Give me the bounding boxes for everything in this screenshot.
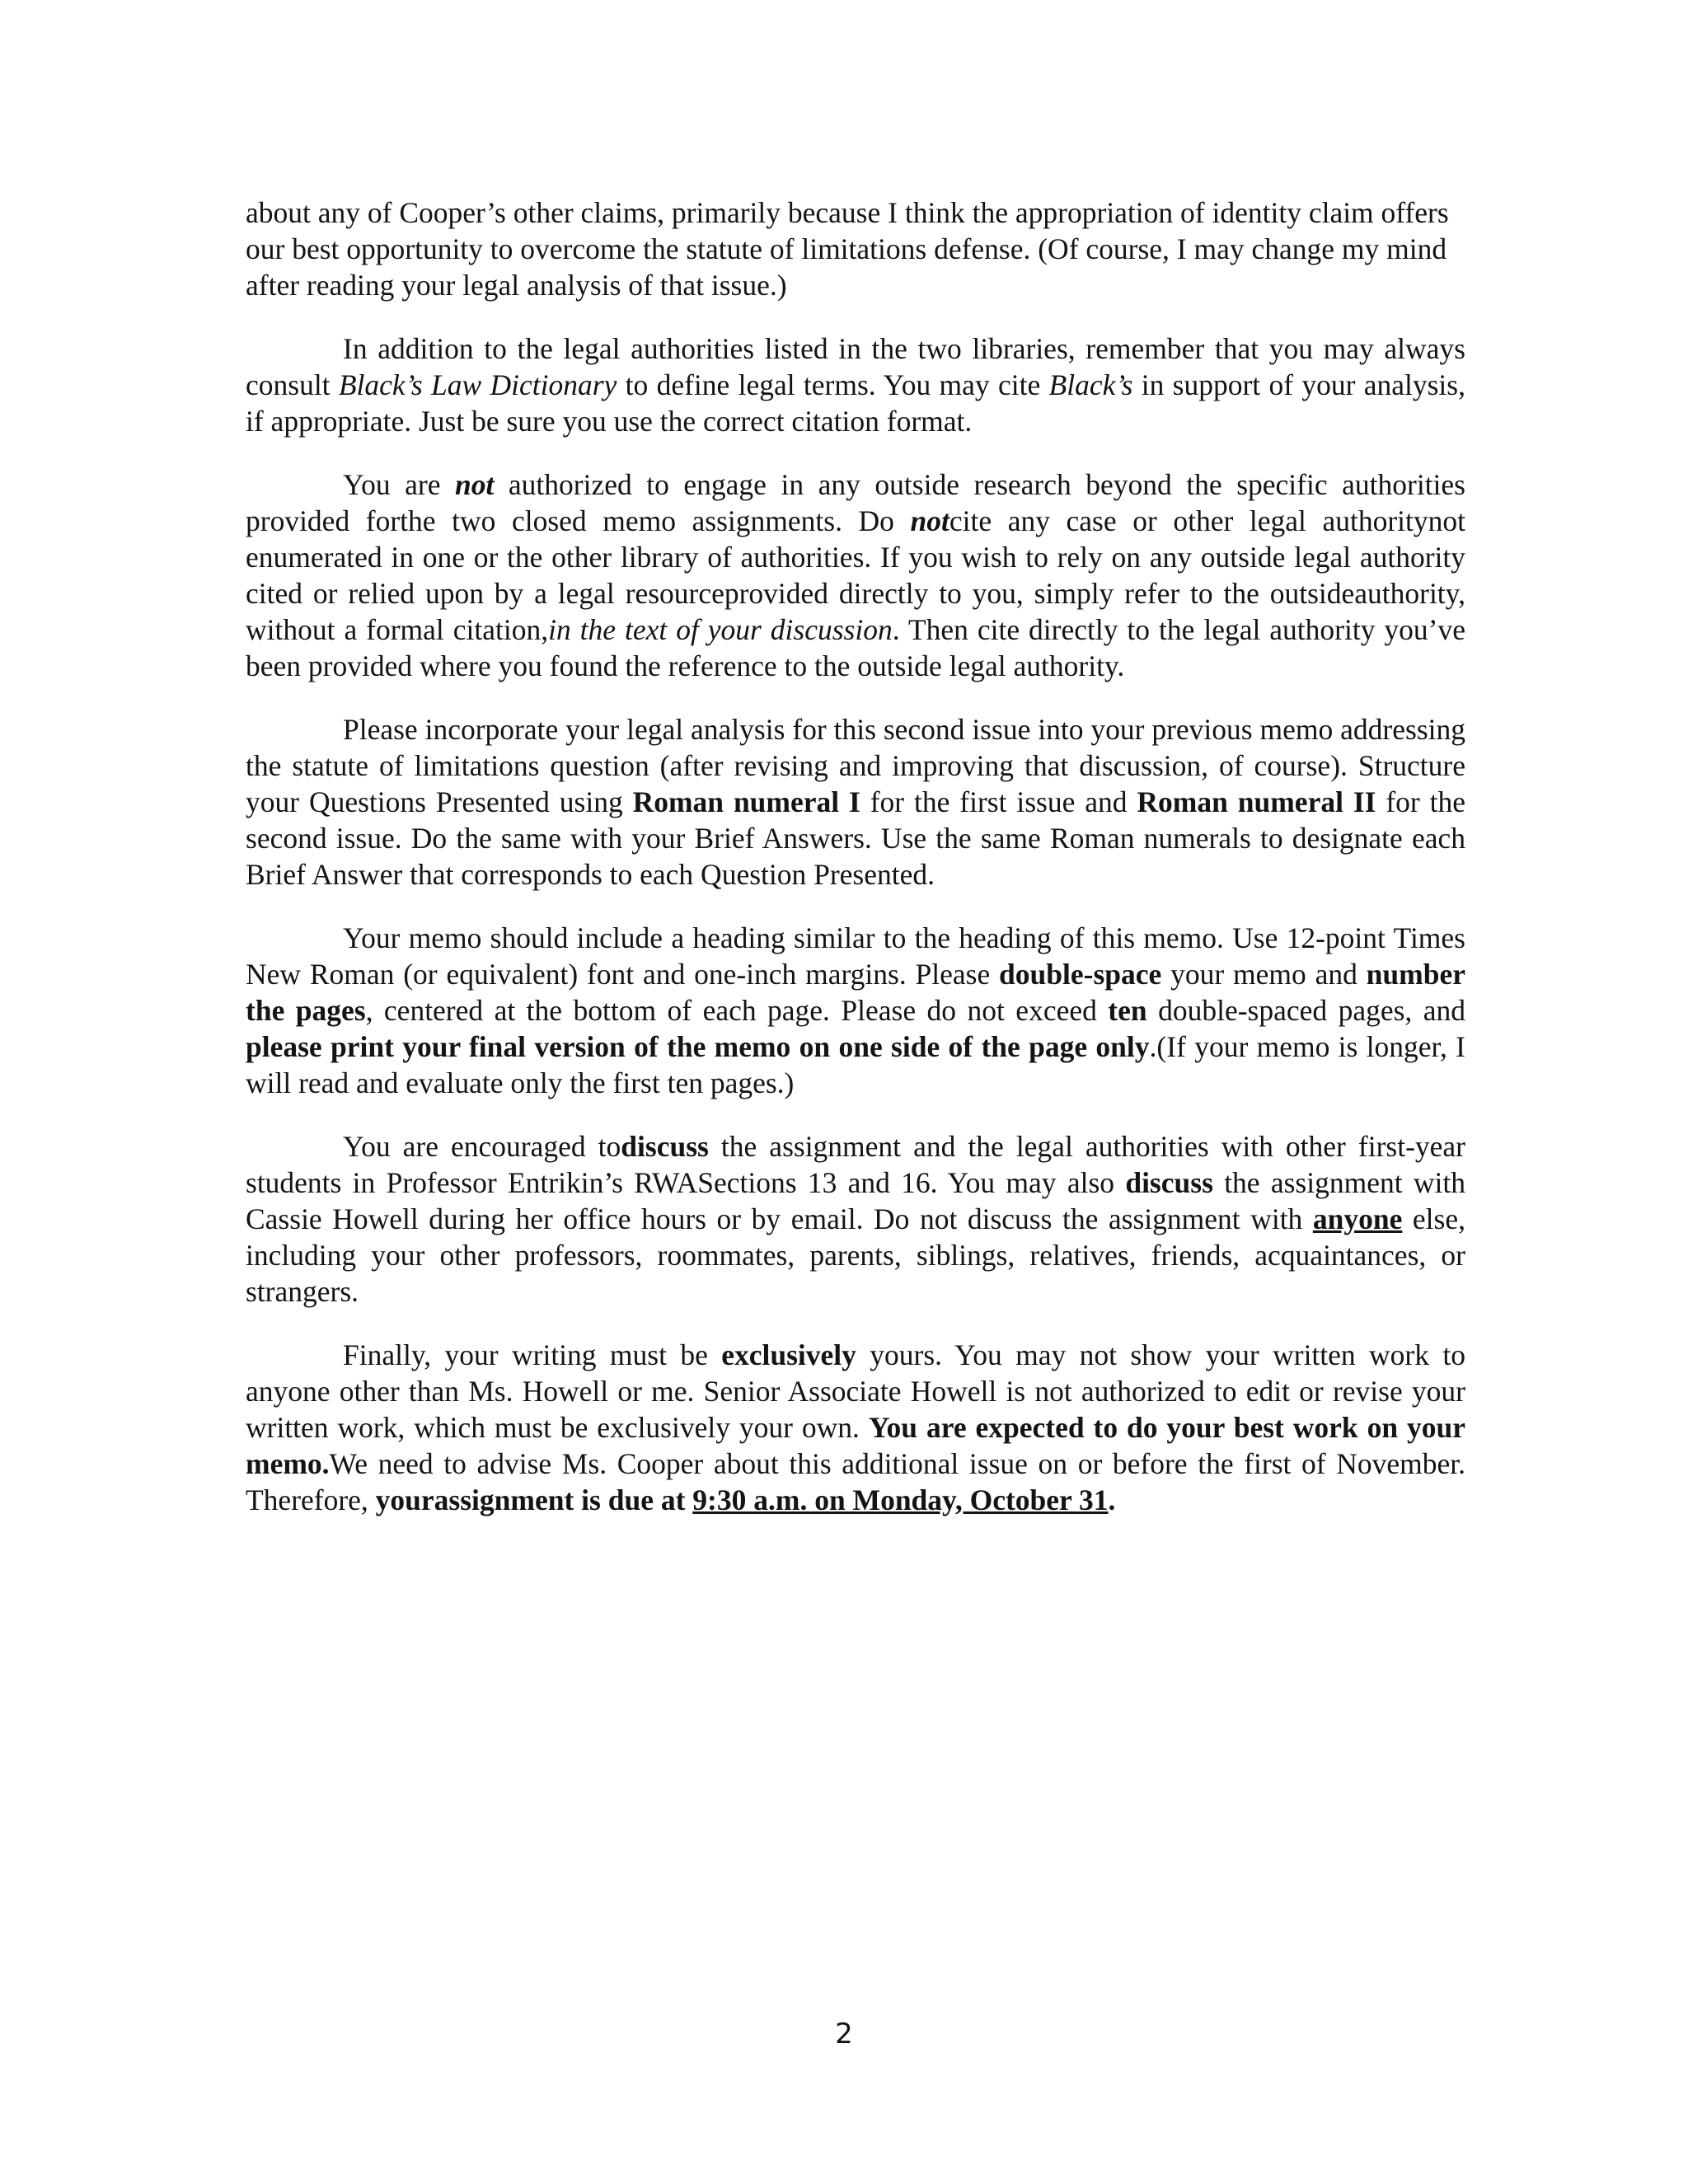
text-run: in support of your analysis, if appropriate. Just be sure you use the correct citation format. (246, 368, 1465, 438)
text-run: .(If your memo is longer, I will read and evaluate only the first ten pages.) (246, 1030, 1465, 1099)
text-run: for the first issue and (860, 785, 1137, 818)
text-run: not (455, 468, 495, 501)
text-run: Black’s (1048, 368, 1133, 401)
text-run: yourassignment is due at (375, 1483, 693, 1516)
text-run: Roman numeral I (632, 785, 860, 818)
text-run: yours. You may not show your written work to anyone other than Ms. Howell or me. Senior Associate Howell is not authorized to edit or revise your written work, which must be exclusively your own. (246, 1338, 1465, 1444)
paragraph-p5 (246, 920, 1465, 1101)
paragraph-p3 (246, 466, 1465, 684)
text-run: to define legal terms. You may cite (617, 368, 1049, 401)
text-run: . Then cite directly to the legal authority you’ve been provided where you found the reference to the outside legal authority. (246, 613, 1466, 682)
text-run: 9:30 a.m. on Monday, October 31 (692, 1483, 1109, 1516)
text-run: double-space (999, 958, 1162, 991)
text-run: anyone (1312, 1202, 1403, 1235)
text-run: . (1108, 1483, 1116, 1516)
text-run: We need to advise Ms. Cooper about this additional issue on or before the first of November. Therefore, (246, 1447, 1465, 1516)
page-number: 2 (835, 2018, 853, 2050)
paragraph-p6 (246, 1128, 1465, 1310)
text-run: double-spaced pages, and (1146, 994, 1465, 1027)
text-run: cite any case or other legal authoritynot enumerated in one or the other library of authorities. If you wish to rely on any outside legal authority cited or relied upon by a legal resourceprovided directly to you, simply refer to the outsideauthority, without a formal citation, (246, 504, 1465, 646)
paragraph-p7 (246, 1337, 1465, 1518)
text-run: You are expected to do your best work on your memo. (246, 1411, 1466, 1480)
text-run: not (910, 504, 950, 537)
text-run: discuss (1125, 1166, 1213, 1199)
paragraph-p2 (246, 330, 1465, 439)
text-run: in the text of your discussion (548, 613, 893, 646)
text-run: number the pages (246, 958, 1465, 1027)
document-body (246, 194, 1465, 1545)
text-run: In addition to the legal authorities listed in the two libraries, remember that you may always consult (246, 332, 1465, 401)
text-run: exclusively (721, 1338, 856, 1371)
text-run: about any of Cooper’s other claims, primarily because I think the appropriation of identity claim offers our best opportunity to overcome the statute of limitations defense. (Of course, I may change my mind after reading your legal analysis of that issue.) (246, 196, 1449, 302)
text-run: Roman numeral II (1137, 785, 1376, 818)
text-run: discuss (621, 1130, 709, 1163)
paragraph-p4 (246, 711, 1465, 893)
text-run: ten (1108, 994, 1147, 1027)
text-run: the assignment and the legal authorities with other first-year students in Professor Entrikin’s RWASections 13 and 16. You may also (246, 1130, 1465, 1199)
text-run: else, including your other professors, roommates, parents, siblings, relatives, friends, acquaintances, or strangers. (246, 1202, 1465, 1308)
text-run: for the second issue. Do the same with your Brief Answers. Use the same Roman numerals to designate each Brief Answer that corresponds to each Question Presented. (246, 785, 1466, 891)
text-run: Please incorporate your legal analysis for this second issue into your previous memo addressing the statute of limitations question (after revising and improving that discussion, of course). Structure your Questions Presented using (246, 713, 1465, 818)
text-run: You are (343, 468, 455, 501)
text-run: , centered at the bottom of each page. Please do not exceed (365, 994, 1109, 1027)
text-run: the assignment with Cassie Howell during her office hours or by email. Do not discuss the assignment with (246, 1166, 1466, 1235)
text-run: Black’s Law Dictionary (338, 368, 617, 401)
text-run: your memo and (1161, 958, 1367, 991)
text-run: please print your final version of the memo on one side of the page only (246, 1030, 1150, 1063)
text-run: Finally, your writing must be (343, 1338, 722, 1371)
text-run: Your memo should include a heading similar to the heading of this memo. Use 12-point Times New Roman (or equivalent) font and one-inch margins. Please (246, 921, 1465, 991)
paragraph-p1 (246, 194, 1465, 303)
text-run: You are encouraged to (343, 1130, 621, 1163)
text-run: authorized to engage in any outside research beyond the specific authorities provided forthe two closed memo assignments. Do (246, 468, 1465, 537)
